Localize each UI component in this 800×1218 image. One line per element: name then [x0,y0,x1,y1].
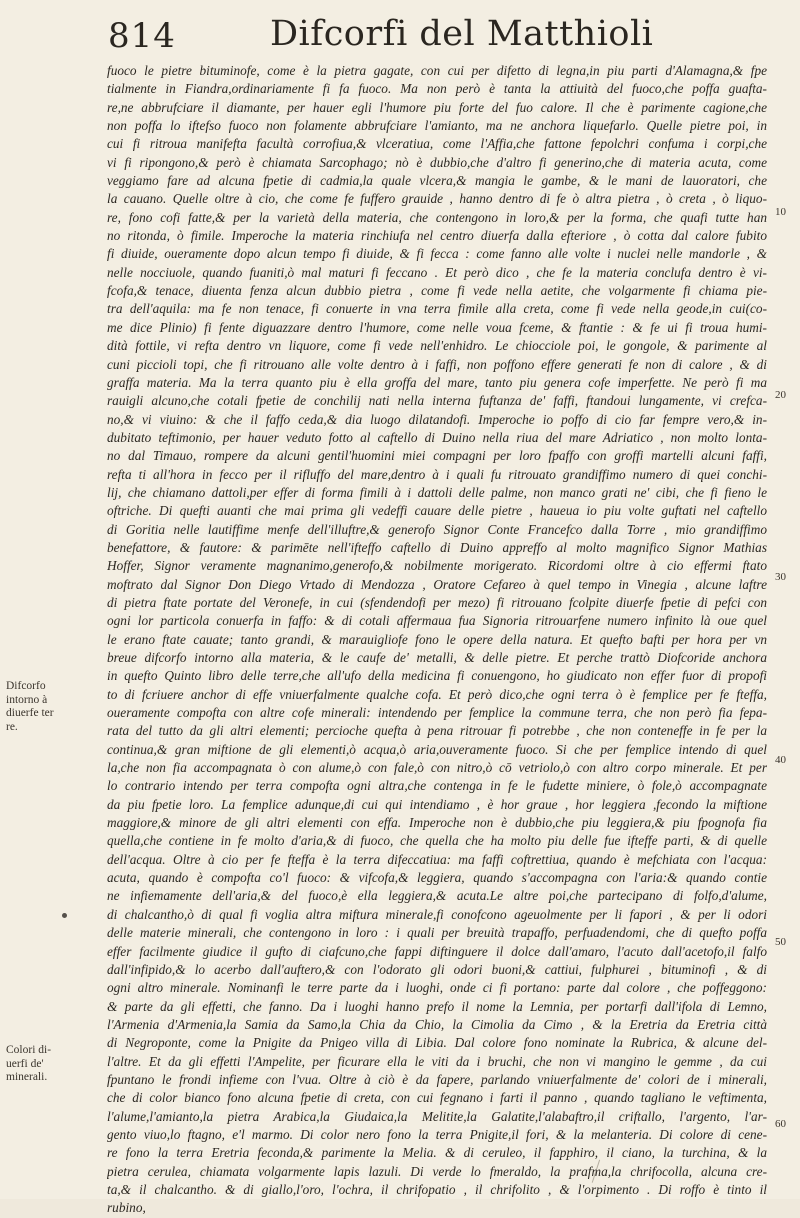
text-line: rata del tutto da gli altri elementi; percioche quefta à pena ritrouar fi potrebbe , che non conteneffe in fe per la [107,723,767,739]
line-number-30: 30 [775,571,786,583]
text-line: ogni altro minerale. Nominanfi le terre parte da i luoghi, onde ci fi portano: parte dal colore , che poffeggono: [107,980,767,996]
margin-note-line: minerali. [6,1071,48,1083]
margin-note-line: intorno à [6,693,48,706]
text-line: la,che non fia accompagnata ò con alume,ò con fale,ò con nitro,ò cō vetriolo,ò con altro corpo minerale. Et per [107,760,767,776]
text-line: fi diuide, oueramente dopo alcun tempo fi diuide, & fi fecca : come fanno alle volte i nuclei nelle mandorle , & [107,246,767,262]
text-line: le erano ftate cauate; tanto grandi, & marauigliofe fono le opere della natura. Et quefto bafti per hora per vn [107,631,767,647]
line-number-50: 50 [775,936,786,948]
text-line: veggiamo fare ad alcuna fpetie di cadmia,la quale vlcera,& mangia le gambe, & le mani de lauoratori, che [107,173,767,189]
text-line: l'altre. Et da gli effetti l'Ampelite, per ficurare ella le viti da i bruchi, che non vi mangino le gemme , da cui [107,1053,767,1069]
text-line: refta ti all'hora in fecco per il rifluffo del mare,dentro à i quali fu ritrouato grandiffimo numero di quei conchi- [107,466,767,482]
text-line: oftriche. Di quefti auanti che mai prima gli vedeffi cauare delle pietre , haueua io piu volte guftati nel caftello [107,503,767,519]
text-line: vi fi ripongono,& però è chiamata Sarcophago; nò è dubbio,che d'altro fi generino,che di materia acuta, come [107,154,767,170]
text-line: nelle nocciuole, quando fuaniti,ò mal maturi fi feccano . Et però dico , che fe la materia conclufa dentro è vi- [107,264,767,280]
margin-note-line: diuerfe ter [6,707,54,719]
text-line: che di color bianco fono alcuna fpetie di creta, con cui fegnano i farti il panno , quando tagliano le veftimenta, [107,1090,767,1106]
margin-note-line: uerfi de' [6,1057,44,1070]
text-line: fcofa,& tenace, diuenta fenza alcun dubbio pietra , come fi vede nella aetite, che volgarmente fi chiama pie- [107,283,767,299]
text-line: lij, che chiamano dattoli,per effer di forma fimili à i dattoli delle palme, non manco grati ne' cibi, che fi fieno le [107,484,767,500]
line-number-10: 10 [775,206,786,218]
text-line: maggiore,& minore de gli altri elementi con effa. Imperoche non è dubbio,che piu leggiera,& piu fpognofa fia [107,815,767,831]
text-line: to di fcriuere anchor di effe vniuerfalmente qualche cofa. Et però dico,che ogni terra ò è femplice per fe fteffa, [107,686,767,702]
text-line: ogni lor particola conuerfa in faffo: & di cotali affermaua fua Signoria ritrouarfene numero infinito là oue quel [107,613,767,629]
text-line: graffa materia. Ma la terra quanto piu è ella groffa del mare, tanto piu genera cofe imperfette. Ne però fi ma [107,374,767,390]
text-line: di pietra ftate portate del Veronefe, in cui (sfendendofi per mezo) fi ritrouano fcolpite diuerfe fpetie di pefci con [107,594,767,610]
text-line: re,ne abbrufciare il diamante, per hauer egli l'humore piu forte del fuo calore. Il che è parimente cagione,che [107,99,767,115]
text-line: lo contrario intendo per terra compofta ogni altra,che contenga in fe le fudette miniere, ò fole,ò accompagnate [107,778,767,794]
text-line: dall'infipido,& lo acerbo dall'auftero,& con l'odorato gli odori buoni,& cattiui, fulphurei , bituminofi , & di [107,961,767,977]
text-line: benefattore, & fautore: & parimēte nell'ifteffo caftello di Duino appreffo al molto magnifico Signor Mathias [107,539,767,555]
text-line: no,& vi viuino: & che il faffo ceda,& dia luogo dilatandofi. Imperoche io poffo di cio far fempre vero,& in- [107,411,767,427]
text-line: la cauano. Quelle oltre à cio, che come fe fuffero grauide , hanno dentro di fe ò altra pietra , ò creta , ò liquo- [107,191,767,207]
text-line: gento viuo,lo ftagno, e'l marmo. Di color nero fono la terra Pnigite,il fori, & la melanteria. Di colore di cene- [107,1126,767,1142]
text-line: tialmente in Fiandra,ordinariamente fi fa fuoco. Ma non però è tanta la attiuità del fuoco,che poffa guafta- [107,81,767,97]
page-number: 814 [108,16,176,56]
text-line: tra dell'aquila: ma fe non tenace, fi conuerte in vna terra fimile alla creta, come fi vede nella geode,in cui(co- [107,301,767,317]
text-line: ne infiemamente dell'aria,& del fuoco,è ella leggiera,& acuta.Le altre poi,che partecipano di folfo,d'alume, [107,888,767,904]
text-line: non poffa lo iftefso fuoco non folamente abbrufciare l'amianto, ma ne anchora liquefarlo. Quelle pietre poi, in [107,118,767,134]
text-line: & parte da gli effetti, che fanno. Da i luoghi hanno prefo il nome la Lemnia, per portarfi dall'ifola di Lemno, [107,998,767,1014]
margin-note-discorso [6,680,98,734]
text-line: di Goritia nelle lautiffime menfe dell'illuftre,& generofo Signor Conte Francefco dalla Torre , mio grandiffimo [107,521,767,537]
text-line: cui fi ritroua manifefta facultà corrofiua,& vlceratiua, come l'Affia,che fattone fepolchri confuma i corpi,che [107,136,767,152]
text-line: dità fottile, vi refta dentro vn liquore, come fi vede nell'enhidro. Le chiocciole poi, le gongole, & parimente al [107,338,767,354]
page-header [100,14,740,58]
text-line: moftrato dal Signor Don Diego Vrtado di Mendozza , Oratore Cefareo à quel tempo in Vinegia , alcune laftre [107,576,767,592]
text-line: pietra cerulea, chiamata volgarmente lapis lazuli. Di verde lo fmeraldo, la prafma,la chrifocolla, alcuna cre- [107,1163,767,1179]
text-line: fpuntano le frondi infieme con l'vua. Oltre à ciò è da fapere, parlando vniuerfalmente de' colori de i minerali, [107,1071,767,1087]
text-line: di Negroponte, come la Pnigite da Pnigeo villa di Libia. Dal colore fono nominate la Rubrica, & alcune del- [107,1035,767,1051]
text-line: ta,& il chalcantho. & di giallo,l'oro, l'ochra, il chrifopatio , il chrifolito , & l'orpimento . Di roffo è tinto il [107,1181,767,1197]
margin-note-line: re. [6,720,18,733]
line-number-40: 40 [775,754,786,766]
text-line: quella,che contiene in fe molto d'aria,& di fuoco, che quella che ha molto piu delle fue ifteffe parti, & di quelle [107,833,767,849]
margin-note-colori [6,1044,98,1085]
ink-speck [62,913,67,918]
text-line: no dal Timauo, rompere da alcuni gentil'huomini miei compagni per loro fpaffo con groffi martelli alcuni faffi, [107,448,767,464]
body-text [107,62,767,1218]
text-line: re, fono cofi fatte,& per la varietà della materia, che contengono in loro,& per la forma, che quafi tutte han [107,209,767,225]
text-line: oueramente compofta con altre cofe minerali: intendendo per femplice la commune terra, che non però fia fepa- [107,705,767,721]
text-line: di chalcanthο,ò di qual fi voglia altra miftura minerale,fi conofcono ageuolmente per li fapori , & per li odori [107,906,767,922]
line-number-20: 20 [775,389,786,401]
text-line: fuoco le pietre bituminofe, come è la pietra gagate, con cui per difetto di legna,in piu parti d'Alamagna,& fpe [107,63,767,78]
text-line: l'Armenia d'Armenia,la Samia da Samo,la Chia da Chio, la Cimolia da Cimo , & la Eretria da Eretria città [107,1016,767,1032]
text-line: rubino, [107,1200,146,1216]
text-line: dubitato teftimonio, per hauer veduto fotto al caftello di Duino nella riua del mare Adriatico , non molto lonta- [107,429,767,445]
text-line: rauigli alcuno,che cotali fpetie de conchilij nati nella interna fuftanza de' faffi, ftandoui lungamente, vi crefca- [107,393,767,409]
line-number-60: 60 [775,1118,786,1130]
text-line: dell'acqua. Oltre à cio per fe fteffa è la terra difeccatiua: ma faffi coftrettiua, quando è mefchiata con l'acqua: [107,851,767,867]
text-line: da piu fpetie loro. La femplice adunque,di cui qui intendiamo , è hor graue , hor leggiera ,fecondo la miftione [107,796,767,812]
text-line: re fono la terra Eretria feconda,& parimente la Melia. & di ceruleo, il fapphiro, il ciano, la turchina, & la [107,1145,767,1161]
text-line: Hoffer, Signor veramente magnanimo,generofo,& nobilmente morigerato. Ricordomi oltre à cio effermi ftato [107,558,767,574]
text-line: cuni piccioli topi, che fi ritrouano alle volte dentro à i faffi, non poffono effere generati fe non di calore , & di [107,356,767,372]
text-line: in quefto Quinto libro delle terre,che all'ufo della medicina fi conuengono, ho giudicato non effer fuor di propofi [107,668,767,684]
margin-note-line: Colori di- [6,1044,52,1056]
text-line: me dice Plinio) fi fente diguazzare dentro l'humore, come nelle voua fceme, & ftantie : & fe ui fi troua humi- [107,319,767,335]
text-line: continua,& gran miftione de gli elementi,ò acqua,ò aria,ouveramente fuoco. Si che per femplice intendo di quel [107,741,767,757]
running-title: Difcorfi del Matthioli [270,14,654,54]
text-line: breue difcorfo intorno alla materia, & le caufe de' metalli, & delle pietre. Et perche trattò Diofcoride anchora [107,650,767,665]
text-line: no ritonda, ò fimile. Imperoche la materia rinchiufa nel centro diuerfa dalla efteriore , ò cotta dal calore fubito [107,228,767,244]
text-line: l'alume,l'amianto,la pietra Arabica,la Giudaica,la Melitite,la Galatite,l'alabaftro,il criftallo, l'argento, l'ar- [107,1108,767,1124]
text-line: delle materie minerali, che contengono in loro : i quali per breuità trapaffo, perfuadendomi, che di quefto poffa [107,925,767,941]
text-line: acuta, quando è compofta co'l fuoco: & vifcofa,& leggiera, quando s'accompagna con l'aria:& quando contie [107,870,767,886]
margin-note-line: Difcorfo [6,680,46,692]
text-line: effer facilmente giudice il gufto di ciafcuno,che fappi diftinguere il dolce dall'amaro, l'acuto dall'acetofo,il falfo [107,943,767,959]
